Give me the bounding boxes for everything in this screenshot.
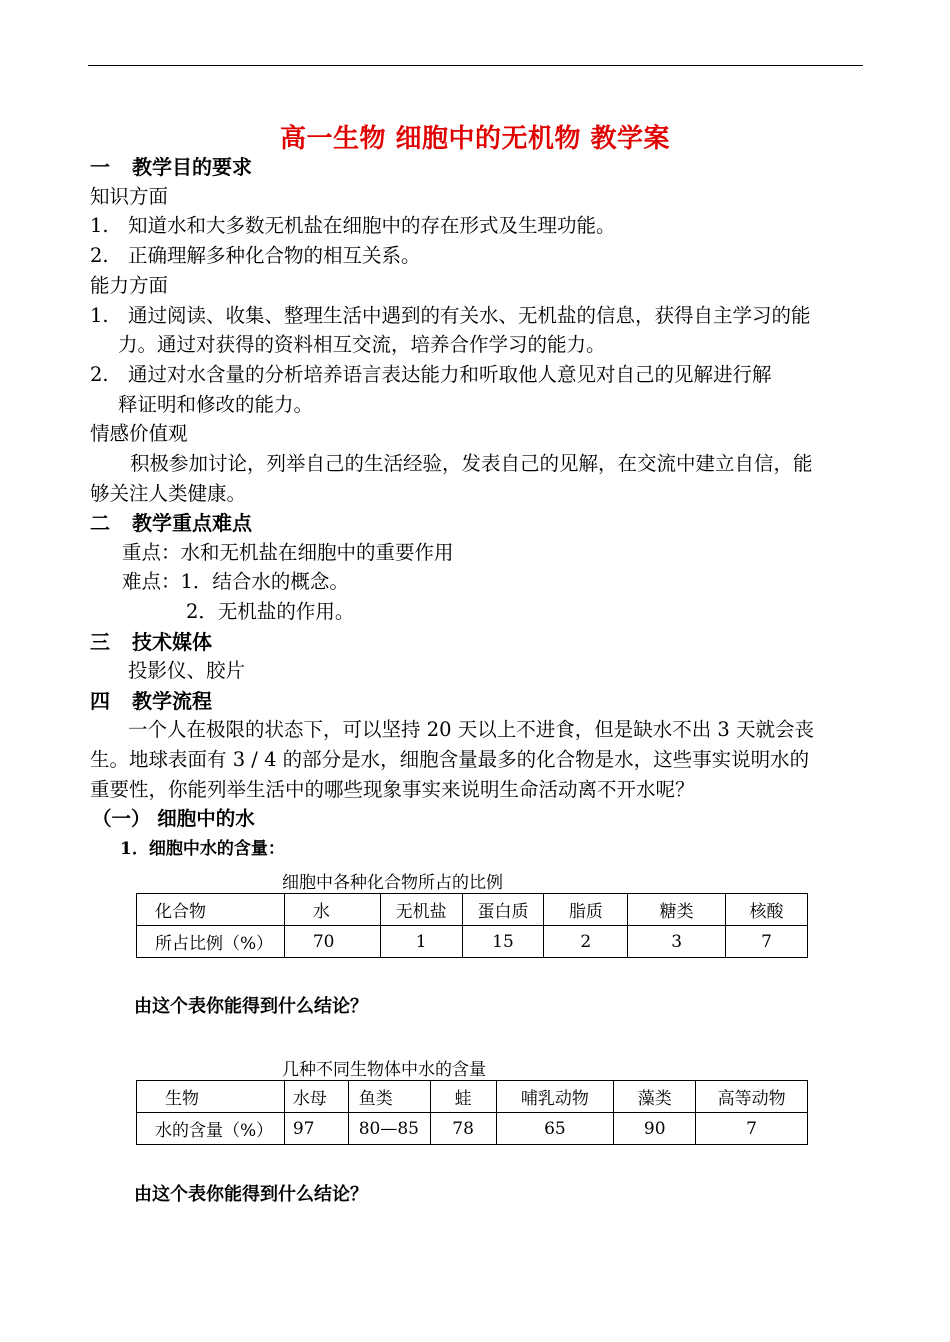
intro-line-1: 一个人在极限的状态下，可以坚持 20 天以上不进食，但是缺水不出 3 天就会丧 bbox=[128, 718, 815, 741]
ability-item-2 bbox=[90, 364, 772, 386]
section-1-heading bbox=[90, 156, 252, 178]
item-number: 1. bbox=[90, 214, 109, 237]
table-cell: 80—85 bbox=[348, 1113, 430, 1145]
table-header-row bbox=[137, 1081, 808, 1113]
table-cell: 核酸 bbox=[726, 894, 808, 926]
table-cell: 化合物 bbox=[137, 894, 285, 926]
table-cell: 1 bbox=[380, 926, 462, 958]
question-1: 由这个表你能得到什么结论？ bbox=[134, 996, 368, 1017]
knowledge-label: 知识方面 bbox=[90, 185, 169, 208]
emotion-label: 情感价值观 bbox=[90, 422, 188, 445]
knowledge-item-2 bbox=[90, 245, 421, 267]
table-cell: 90 bbox=[614, 1113, 696, 1145]
intro-line-2: 生。地球表面有 3 / 4 的部分是水，细胞含量最多的化合物是水，这些事实说明水的 bbox=[90, 748, 810, 771]
item-water-content: 1．细胞中水的含量： bbox=[120, 839, 285, 859]
table-cell: 70 bbox=[284, 926, 380, 958]
table-cell: 藻类 bbox=[614, 1081, 696, 1113]
table-cell: 3 bbox=[628, 926, 726, 958]
section-2-heading bbox=[90, 512, 252, 534]
item-number: 2. bbox=[90, 244, 109, 267]
subsection-heading: （一） 细胞中的水 bbox=[92, 807, 255, 830]
section-2-title: 教学重点难点 bbox=[132, 511, 252, 535]
item-text: 通过阅读、收集、整理生活中遇到的有关水、无机盐的信息，获得自主学习的能 bbox=[128, 304, 811, 327]
table-cell: 2 bbox=[544, 926, 628, 958]
table-cell: 65 bbox=[496, 1113, 614, 1145]
media-text: 投影仪、胶片 bbox=[128, 659, 246, 682]
document-title: 高一生物 细胞中的无机物 教学案 bbox=[279, 124, 671, 154]
ability-item-2-cont: 释证明和修改的能力。 bbox=[118, 393, 314, 416]
difficulty-2: 2．无机盐的作用。 bbox=[186, 600, 355, 623]
knowledge-item-1 bbox=[90, 215, 616, 237]
section-1-number: 一 bbox=[90, 155, 110, 179]
ability-label: 能力方面 bbox=[90, 274, 169, 297]
table-cell: 鱼类 bbox=[348, 1081, 430, 1113]
table-cell: 78 bbox=[430, 1113, 496, 1145]
table-1-caption: 细胞中各种化合物所占的比例 bbox=[282, 873, 503, 893]
table-cell: 97 bbox=[284, 1113, 348, 1145]
table-cell: 高等动物 bbox=[696, 1081, 808, 1113]
table-cell: 糖类 bbox=[628, 894, 726, 926]
intro-line-3: 重要性，你能列举生活中的哪些现象事实来说明生命活动离不开水呢？ bbox=[90, 778, 695, 801]
section-3-heading bbox=[90, 631, 212, 653]
table-row bbox=[137, 926, 808, 958]
section-4-title: 教学流程 bbox=[132, 689, 212, 713]
table-cell: 哺乳动物 bbox=[496, 1081, 614, 1113]
table-2-caption: 几种不同生物体中水的含量 bbox=[282, 1060, 486, 1080]
table-cell: 7 bbox=[696, 1113, 808, 1145]
table-cell: 水 bbox=[284, 894, 380, 926]
item-text: 正确理解多种化合物的相互关系。 bbox=[128, 244, 421, 267]
item-text: 知道水和大多数无机盐在细胞中的存在形式及生理功能。 bbox=[128, 214, 616, 237]
compound-ratio-table bbox=[136, 893, 808, 958]
table-cell: 无机盐 bbox=[380, 894, 462, 926]
item-number: 1. bbox=[90, 304, 109, 327]
table-cell: 水的含量（%） bbox=[137, 1113, 285, 1145]
table-cell: 所占比例（%） bbox=[137, 926, 285, 958]
emotion-text-2: 够关注人类健康。 bbox=[90, 482, 247, 505]
section-4-number: 四 bbox=[90, 689, 110, 713]
difficulty-1: 难点：1．结合水的概念。 bbox=[122, 570, 349, 593]
item-number: 2. bbox=[90, 363, 109, 386]
emotion-text-1: 积极参加讨论，列举自己的生活经验，发表自己的见解，在交流中建立自信，能 bbox=[130, 452, 813, 475]
section-2-number: 二 bbox=[90, 511, 110, 535]
table-cell: 15 bbox=[462, 926, 544, 958]
ability-item-1 bbox=[90, 305, 811, 327]
table-header-row bbox=[137, 894, 808, 926]
table-cell: 蛋白质 bbox=[462, 894, 544, 926]
question-2: 由这个表你能得到什么结论？ bbox=[134, 1184, 368, 1205]
section-3-number: 三 bbox=[90, 630, 110, 654]
table-cell: 7 bbox=[726, 926, 808, 958]
table-cell: 脂质 bbox=[544, 894, 628, 926]
table-row bbox=[137, 1113, 808, 1145]
key-point: 重点：水和无机盐在细胞中的重要作用 bbox=[122, 541, 454, 564]
section-1-title: 教学目的要求 bbox=[132, 155, 252, 179]
table-cell: 蛙 bbox=[430, 1081, 496, 1113]
table-cell: 水母 bbox=[284, 1081, 348, 1113]
table-cell: 生物 bbox=[137, 1081, 285, 1113]
section-3-title: 技术媒体 bbox=[132, 630, 212, 654]
water-content-table bbox=[136, 1080, 808, 1145]
section-4-heading bbox=[90, 690, 212, 712]
item-text: 通过对水含量的分析培养语言表达能力和听取他人意见对自己的见解进行解 bbox=[128, 363, 772, 386]
header-rule bbox=[88, 65, 863, 66]
ability-item-1-cont: 力。通过对获得的资料相互交流，培养合作学习的能力。 bbox=[118, 333, 606, 356]
